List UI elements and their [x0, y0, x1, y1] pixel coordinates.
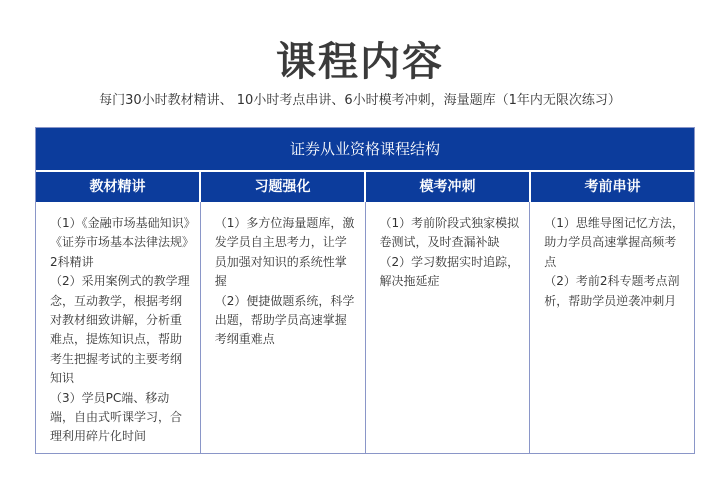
column-body-pre-exam-review [529, 202, 694, 453]
course-structure-table [35, 127, 695, 454]
point-item: （1）多方位海量题库，激发学员自主思考力，让学员加强对知识的系统性掌握 [214, 216, 355, 289]
header-row [36, 170, 694, 202]
column-body-exercise-reinforcement [200, 202, 365, 453]
column-header-pre-exam-review: 考前串讲 [529, 172, 694, 202]
point-item: （2）采用案例式的教学理念，互动教学，根据考纲对教材细致讲解，分析重难点，提炼知识点，帮助考生把握考试的主要考纲知识 [50, 274, 190, 386]
column-header-textbook-lectures: 教材精讲 [36, 172, 199, 202]
table-caption: 证券从业资格课程结构 [36, 128, 694, 170]
body-row [36, 202, 694, 453]
column-body-textbook-lectures [36, 202, 200, 453]
point-item: （2）学习数据实时追踪，解决拖延症 [379, 254, 520, 289]
point-item: （1）思维导图记忆方法，助力学员高速掌握高频考点 [544, 216, 684, 269]
point-item: （1）《金融市场基础知识》《证券市场基本法律法规》2科精讲 [50, 216, 190, 269]
point-item: （2）便捷做题系统，科学出题，帮助学员高速掌握考纲重难点 [214, 293, 355, 347]
point-item: （1）考前阶段式独家模拟卷测试，及时查漏补缺 [379, 216, 520, 250]
column-header-exercise-reinforcement: 习题强化 [199, 172, 364, 202]
point-item: （3）学员PC端、移动端，自由式听课学习，合理利用碎片化时间 [50, 390, 183, 444]
point-item: （2）考前2科专题考点剖析，帮助学员逆袭冲刺月 [544, 274, 680, 308]
column-body-mock-exam-sprint [365, 202, 530, 453]
subtitle: 每门30小时教材精讲、 10小时考点串讲、6小时模考冲刺，海量题库（1年内无限次练习） [99, 93, 621, 108]
page-title: 课程内容 [276, 39, 444, 85]
column-header-mock-exam-sprint: 模考冲刺 [364, 172, 529, 202]
